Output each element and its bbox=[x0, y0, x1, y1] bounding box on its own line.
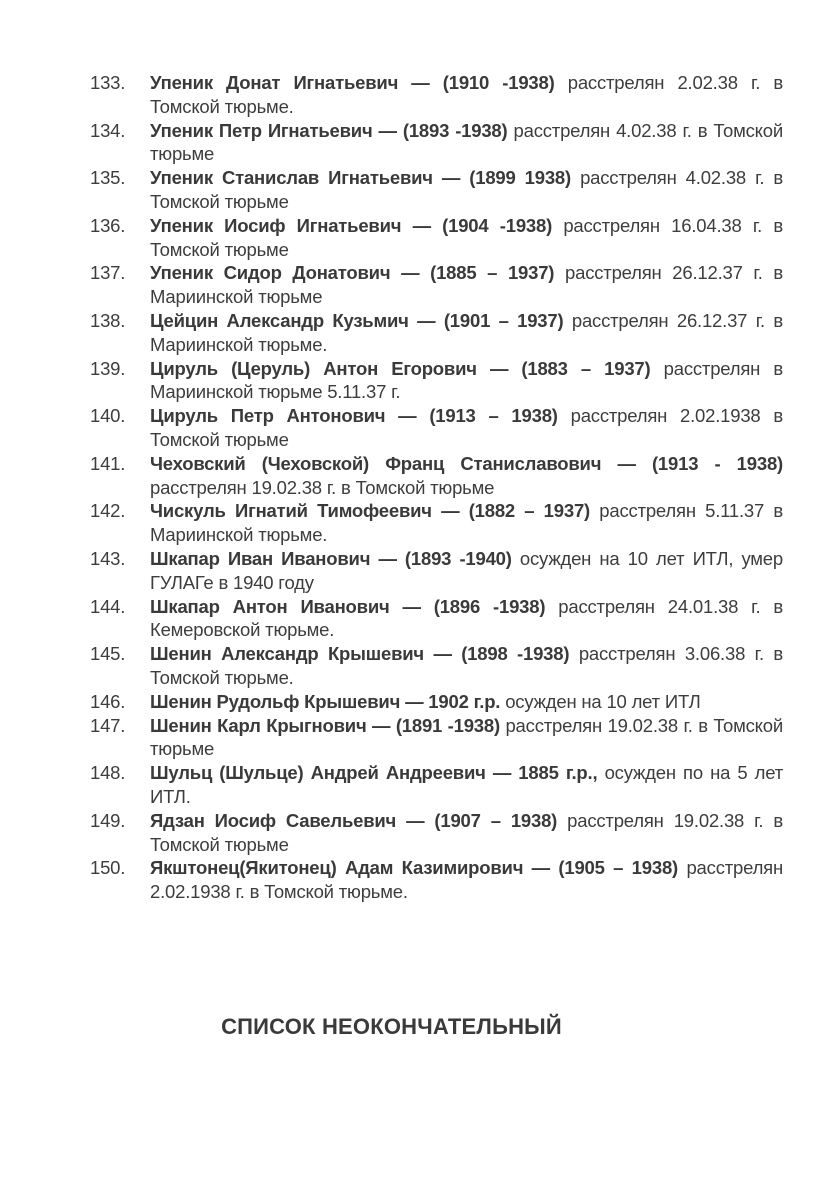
list-entry bbox=[90, 166, 783, 214]
entry-number: 143. bbox=[90, 547, 126, 569]
entry-text bbox=[150, 690, 783, 714]
entry-details: расстрелян 19.02.38 г. в Томской тюрьме bbox=[150, 714, 783, 760]
entry-details: расстрелян 24.01.38 г. в Кемеровской тюрьме. bbox=[150, 595, 783, 641]
entry-number: 142. bbox=[90, 500, 126, 522]
entry-text bbox=[150, 761, 783, 809]
entry-text bbox=[150, 714, 783, 762]
entry-name-and-dates: Упеник Петр Игнатьевич — (1893 -1938) bbox=[150, 119, 508, 141]
list-entry bbox=[90, 119, 783, 167]
entry-text bbox=[150, 404, 783, 452]
entry-text bbox=[150, 119, 783, 167]
entry-text bbox=[150, 547, 783, 595]
entry-details: расстрелян 26.12.37 г. в Мариинской тюрьме bbox=[150, 262, 783, 308]
entry-text bbox=[150, 595, 783, 643]
entry-name-and-dates: Упеник Донат Игнатьевич — (1910 -1938) bbox=[150, 72, 555, 93]
entry-text bbox=[150, 309, 783, 357]
entry-details: расстрелян 2.02.1938 г. в Томской тюрьме. bbox=[150, 857, 784, 903]
entry-text bbox=[150, 261, 783, 309]
entry-name-and-dates: Цируль (Церуль) Антон Егорович — (1883 – 1937) bbox=[150, 357, 651, 379]
entry-details: расстрелян в Мариинской тюрьме 5.11.37 г. bbox=[150, 357, 783, 403]
entry-name-and-dates: Цируль Петр Антонович — (1913 – 1938) bbox=[150, 405, 558, 427]
entry-text bbox=[150, 499, 783, 547]
entry-number: 140. bbox=[90, 405, 126, 427]
entry-details: осужден по на 5 лет ИТЛ. bbox=[150, 762, 783, 807]
list-entry bbox=[90, 714, 783, 762]
entry-details: осужден на 10 лет ИТЛ bbox=[505, 690, 701, 712]
list-entry bbox=[90, 856, 783, 904]
entry-text bbox=[150, 357, 783, 405]
entry-name-and-dates: Шкапар Иван Иванович — (1893 -1940) bbox=[150, 547, 512, 569]
entry-number: 148. bbox=[90, 762, 126, 784]
list-entry bbox=[90, 809, 783, 857]
list-entry bbox=[90, 690, 783, 714]
list-entry bbox=[90, 357, 783, 405]
entry-name-and-dates: Цейцин Александр Кузьмич — (1901 – 1937) bbox=[150, 309, 564, 331]
entry-number: 146. bbox=[90, 690, 126, 712]
entry-details: расстрелян 19.02.38 г. в Томской тюрьме bbox=[150, 476, 495, 498]
list-entry bbox=[90, 452, 783, 500]
entry-details: расстрелян 19.02.38 г. в Томской тюрьме bbox=[150, 809, 783, 855]
entry-number: 144. bbox=[90, 595, 126, 617]
entry-number: 150. bbox=[90, 857, 126, 879]
list-entry bbox=[90, 309, 783, 357]
footer-note: СПИСОК НЕОКОНЧАТЕЛЬНЫЙ bbox=[221, 1014, 562, 1039]
entry-name-and-dates: Упеник Станислав Игнатьевич — (1899 1938) bbox=[150, 167, 571, 189]
entry-details: расстрелян 4.02.38 г. в Томской тюрьме bbox=[150, 119, 783, 165]
list-entry bbox=[90, 547, 783, 595]
entry-name-and-dates: Шенин Карл Крыгнович — (1891 -1938) bbox=[150, 714, 500, 736]
entry-details: расстрелян 4.02.38 г. в Томской тюрьме bbox=[150, 167, 783, 212]
list-entry bbox=[90, 499, 783, 547]
entry-number: 149. bbox=[90, 809, 126, 831]
entry-number: 134. bbox=[90, 119, 126, 141]
entry-details: расстрелян 2.02.38 г. в Томской тюрьме. bbox=[150, 72, 784, 117]
victims-list bbox=[90, 71, 783, 904]
entry-number: 145. bbox=[90, 643, 126, 665]
entry-name-and-dates: Чискуль Игнатий Тимофеевич — (1882 – 1937) bbox=[150, 500, 590, 522]
entry-details: осужден на 10 лет ИТЛ, умер ГУЛАГе в 1940 году bbox=[150, 547, 783, 593]
list-entry bbox=[90, 71, 783, 119]
entry-details: расстрелян 5.11.37 в Мариинской тюрьме. bbox=[150, 500, 783, 546]
list-entry bbox=[90, 261, 783, 309]
entry-text bbox=[150, 166, 783, 214]
entry-number: 141. bbox=[90, 452, 126, 474]
entry-text bbox=[150, 856, 783, 904]
entry-details: расстрелян 3.06.38 г. в Томской тюрьме. bbox=[150, 643, 783, 688]
entry-details: расстрелян 26.12.37 г. в Мариинской тюрьме. bbox=[150, 309, 783, 355]
entry-name-and-dates: Упеник Сидор Донатович — (1885 – 1937) bbox=[150, 262, 555, 284]
entry-number: 137. bbox=[90, 262, 126, 284]
entry-number: 136. bbox=[90, 214, 126, 236]
entry-number: 147. bbox=[90, 714, 126, 736]
entry-name-and-dates: Шкапар Антон Иванович — (1896 -1938) bbox=[150, 595, 546, 617]
entry-number: 135. bbox=[90, 167, 126, 189]
list-entry bbox=[90, 214, 783, 262]
entry-text bbox=[150, 214, 783, 262]
entry-number: 139. bbox=[90, 357, 126, 379]
entry-number: 133. bbox=[90, 72, 126, 93]
entry-details: расстрелян 16.04.38 г. в Томской тюрьме bbox=[150, 214, 783, 260]
entry-name-and-dates: Упеник Иосиф Игнатьевич — (1904 -1938) bbox=[150, 214, 553, 236]
list-entry bbox=[90, 761, 783, 809]
entry-text bbox=[150, 71, 783, 119]
list-entry bbox=[90, 642, 783, 690]
entry-number: 138. bbox=[90, 309, 126, 331]
entry-name-and-dates: Шульц (Шульце) Андрей Андреевич — 1885 г.р., bbox=[150, 762, 598, 784]
entry-text bbox=[150, 642, 783, 690]
entry-name-and-dates: Шенин Рудольф Крышевич — 1902 г.р. bbox=[150, 690, 501, 712]
list-entry bbox=[90, 595, 783, 643]
entry-name-and-dates: Ядзан Иосиф Савельевич — (1907 – 1938) bbox=[150, 809, 558, 831]
entry-name-and-dates: Якштонец(Якитонец) Адам Казимирович — (1905 – 1938) bbox=[150, 857, 679, 879]
list-entry bbox=[90, 404, 783, 452]
entry-name-and-dates: Шенин Александр Крышевич — (1898 -1938) bbox=[150, 643, 570, 665]
entry-text bbox=[150, 452, 783, 500]
entry-text bbox=[150, 809, 783, 857]
entry-details: расстрелян 2.02.1938 в Томской тюрьме bbox=[150, 405, 783, 450]
entry-name-and-dates: Чеховский (Чеховской) Франц Станиславович — (1913 - 1938) bbox=[150, 452, 783, 474]
